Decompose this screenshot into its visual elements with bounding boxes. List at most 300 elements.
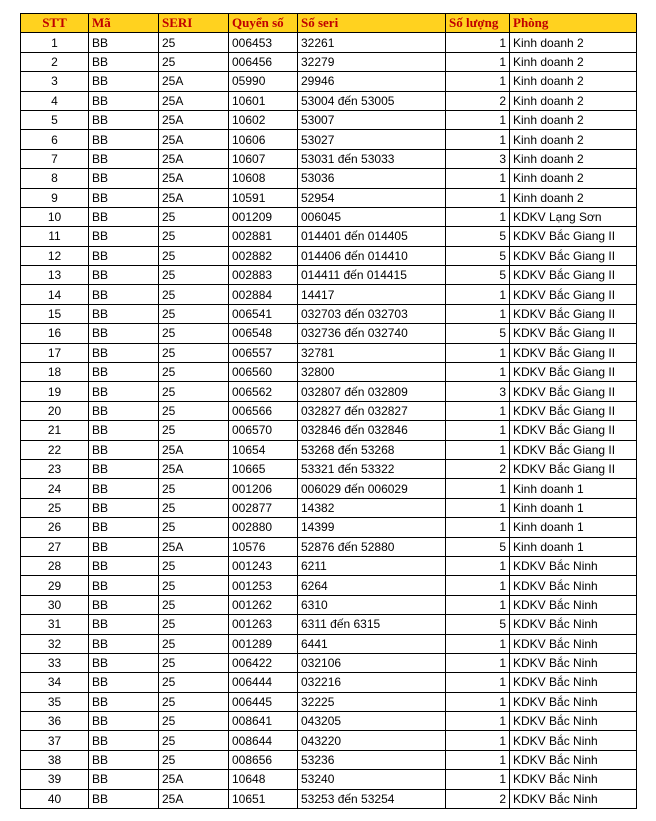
cell-stt[interactable]: 21 bbox=[21, 421, 89, 440]
cell-ma[interactable]: BB bbox=[89, 33, 159, 52]
cell-seri[interactable]: 25A bbox=[159, 169, 229, 188]
cell-seri[interactable]: 25 bbox=[159, 363, 229, 382]
cell-quyen-so[interactable]: 10665 bbox=[229, 459, 298, 478]
cell-so-seri[interactable]: 6310 bbox=[298, 595, 446, 614]
cell-so-luong[interactable]: 5 bbox=[446, 537, 510, 556]
cell-so-luong[interactable]: 1 bbox=[446, 169, 510, 188]
cell-ma[interactable]: BB bbox=[89, 324, 159, 343]
cell-phong[interactable]: KDKV Bắc Ninh bbox=[510, 731, 637, 750]
cell-phong[interactable]: KDKV Bắc Ninh bbox=[510, 615, 637, 634]
cell-phong[interactable]: KDKV Bắc Giang II bbox=[510, 363, 637, 382]
cell-so-seri[interactable]: 043205 bbox=[298, 712, 446, 731]
cell-stt[interactable]: 4 bbox=[21, 91, 89, 110]
cell-seri[interactable]: 25A bbox=[159, 188, 229, 207]
cell-so-seri[interactable]: 32261 bbox=[298, 33, 446, 52]
cell-quyen-so[interactable]: 008656 bbox=[229, 750, 298, 769]
cell-ma[interactable]: BB bbox=[89, 91, 159, 110]
cell-phong[interactable]: Kinh doanh 1 bbox=[510, 537, 637, 556]
cell-phong[interactable]: KDKV Bắc Giang II bbox=[510, 440, 637, 459]
table-row bbox=[21, 72, 637, 91]
cell-so-luong[interactable]: 1 bbox=[446, 750, 510, 769]
cell-so-seri[interactable]: 006029 đến 006029 bbox=[298, 479, 446, 498]
cell-quyen-so[interactable]: 006453 bbox=[229, 33, 298, 52]
cell-so-seri[interactable]: 032827 đến 032827 bbox=[298, 401, 446, 420]
cell-ma[interactable]: BB bbox=[89, 750, 159, 769]
cell-so-seri[interactable]: 006045 bbox=[298, 207, 446, 226]
cell-stt[interactable]: 8 bbox=[21, 169, 89, 188]
header-seri[interactable]: SERI bbox=[159, 14, 229, 33]
cell-stt[interactable]: 18 bbox=[21, 363, 89, 382]
cell-quyen-so[interactable]: 002884 bbox=[229, 285, 298, 304]
cell-seri[interactable]: 25A bbox=[159, 440, 229, 459]
cell-so-luong[interactable]: 1 bbox=[446, 33, 510, 52]
cell-stt[interactable]: 30 bbox=[21, 595, 89, 614]
cell-so-seri[interactable]: 043220 bbox=[298, 731, 446, 750]
cell-stt[interactable]: 5 bbox=[21, 110, 89, 129]
cell-so-luong[interactable]: 1 bbox=[446, 343, 510, 362]
cell-ma[interactable]: BB bbox=[89, 731, 159, 750]
cell-seri[interactable]: 25 bbox=[159, 421, 229, 440]
cell-quyen-so[interactable]: 10606 bbox=[229, 130, 298, 149]
cell-phong[interactable]: Kinh doanh 2 bbox=[510, 130, 637, 149]
cell-quyen-so[interactable]: 10576 bbox=[229, 537, 298, 556]
table-row bbox=[21, 770, 637, 789]
table-row bbox=[21, 149, 637, 168]
cell-so-luong[interactable]: 1 bbox=[446, 498, 510, 517]
cell-seri[interactable]: 25 bbox=[159, 227, 229, 246]
cell-so-luong[interactable]: 1 bbox=[446, 188, 510, 207]
cell-so-luong[interactable]: 1 bbox=[446, 634, 510, 653]
cell-ma[interactable]: BB bbox=[89, 207, 159, 226]
cell-so-seri[interactable]: 014406 đến 014410 bbox=[298, 246, 446, 265]
cell-seri[interactable]: 25 bbox=[159, 634, 229, 653]
cell-so-luong[interactable]: 1 bbox=[446, 479, 510, 498]
table-row bbox=[21, 246, 637, 265]
cell-phong[interactable]: Kinh doanh 1 bbox=[510, 479, 637, 498]
data-table bbox=[20, 13, 637, 809]
cell-stt[interactable]: 40 bbox=[21, 789, 89, 808]
cell-so-luong[interactable]: 1 bbox=[446, 673, 510, 692]
cell-quyen-so[interactable]: 001262 bbox=[229, 595, 298, 614]
cell-ma[interactable]: BB bbox=[89, 634, 159, 653]
cell-stt[interactable]: 33 bbox=[21, 653, 89, 672]
cell-ma[interactable]: BB bbox=[89, 692, 159, 711]
cell-stt[interactable]: 38 bbox=[21, 750, 89, 769]
cell-so-luong[interactable]: 1 bbox=[446, 576, 510, 595]
cell-so-seri[interactable]: 53236 bbox=[298, 750, 446, 769]
cell-so-luong[interactable]: 1 bbox=[446, 421, 510, 440]
cell-so-seri[interactable]: 52876 đến 52880 bbox=[298, 537, 446, 556]
cell-stt[interactable]: 32 bbox=[21, 634, 89, 653]
cell-seri[interactable]: 25 bbox=[159, 246, 229, 265]
cell-so-luong[interactable]: 1 bbox=[446, 653, 510, 672]
cell-quyen-so[interactable]: 10602 bbox=[229, 110, 298, 129]
cell-so-seri[interactable]: 53004 đến 53005 bbox=[298, 91, 446, 110]
cell-quyen-so[interactable]: 10608 bbox=[229, 169, 298, 188]
cell-phong[interactable]: Kinh doanh 2 bbox=[510, 110, 637, 129]
cell-phong[interactable]: Kinh doanh 2 bbox=[510, 72, 637, 91]
cell-ma[interactable]: BB bbox=[89, 440, 159, 459]
cell-so-luong[interactable]: 1 bbox=[446, 110, 510, 129]
cell-seri[interactable]: 25 bbox=[159, 653, 229, 672]
cell-so-seri[interactable]: 53321 đến 53322 bbox=[298, 459, 446, 478]
cell-quyen-so[interactable]: 10601 bbox=[229, 91, 298, 110]
cell-seri[interactable]: 25 bbox=[159, 382, 229, 401]
cell-ma[interactable]: BB bbox=[89, 130, 159, 149]
cell-seri[interactable]: 25A bbox=[159, 149, 229, 168]
cell-phong[interactable]: KDKV Bắc Giang II bbox=[510, 382, 637, 401]
cell-ma[interactable]: BB bbox=[89, 595, 159, 614]
cell-so-luong[interactable]: 5 bbox=[446, 324, 510, 343]
cell-ma[interactable]: BB bbox=[89, 363, 159, 382]
cell-phong[interactable]: Kinh doanh 2 bbox=[510, 52, 637, 71]
cell-so-seri[interactable]: 32800 bbox=[298, 363, 446, 382]
cell-ma[interactable]: BB bbox=[89, 227, 159, 246]
cell-seri[interactable]: 25 bbox=[159, 304, 229, 323]
cell-stt[interactable]: 7 bbox=[21, 149, 89, 168]
cell-seri[interactable]: 25 bbox=[159, 401, 229, 420]
cell-so-luong[interactable]: 1 bbox=[446, 401, 510, 420]
cell-phong[interactable]: KDKV Bắc Ninh bbox=[510, 789, 637, 808]
cell-ma[interactable]: BB bbox=[89, 518, 159, 537]
cell-so-luong[interactable]: 1 bbox=[446, 731, 510, 750]
cell-so-seri[interactable]: 6311 đến 6315 bbox=[298, 615, 446, 634]
cell-phong[interactable]: Kinh doanh 2 bbox=[510, 91, 637, 110]
cell-phong[interactable]: Kinh doanh 2 bbox=[510, 169, 637, 188]
cell-seri[interactable]: 25A bbox=[159, 789, 229, 808]
cell-so-seri[interactable]: 52954 bbox=[298, 188, 446, 207]
cell-ma[interactable]: BB bbox=[89, 188, 159, 207]
cell-so-luong[interactable]: 1 bbox=[446, 363, 510, 382]
cell-phong[interactable]: KDKV Bắc Ninh bbox=[510, 653, 637, 672]
cell-quyen-so[interactable]: 001289 bbox=[229, 634, 298, 653]
cell-seri[interactable]: 25 bbox=[159, 266, 229, 285]
cell-quyen-so[interactable]: 10654 bbox=[229, 440, 298, 459]
cell-seri[interactable]: 25 bbox=[159, 33, 229, 52]
cell-so-seri[interactable]: 53253 đến 53254 bbox=[298, 789, 446, 808]
cell-so-seri[interactable]: 53007 bbox=[298, 110, 446, 129]
table-row bbox=[21, 363, 637, 382]
cell-so-seri[interactable]: 29946 bbox=[298, 72, 446, 91]
cell-so-luong[interactable]: 5 bbox=[446, 227, 510, 246]
cell-so-seri[interactable]: 032703 đến 032703 bbox=[298, 304, 446, 323]
cell-so-seri[interactable]: 14382 bbox=[298, 498, 446, 517]
cell-phong[interactable]: KDKV Bắc Giang II bbox=[510, 227, 637, 246]
header-so-luong[interactable]: Số lượng bbox=[446, 14, 510, 33]
cell-quyen-so[interactable]: 05990 bbox=[229, 72, 298, 91]
cell-stt[interactable]: 2 bbox=[21, 52, 89, 71]
cell-phong[interactable]: KDKV Bắc Ninh bbox=[510, 634, 637, 653]
cell-stt[interactable]: 37 bbox=[21, 731, 89, 750]
cell-quyen-so[interactable]: 006570 bbox=[229, 421, 298, 440]
cell-phong[interactable]: Kinh doanh 2 bbox=[510, 33, 637, 52]
cell-phong[interactable]: KDKV Bắc Ninh bbox=[510, 770, 637, 789]
cell-ma[interactable]: BB bbox=[89, 789, 159, 808]
cell-seri[interactable]: 25A bbox=[159, 72, 229, 91]
cell-quyen-so[interactable]: 008641 bbox=[229, 712, 298, 731]
cell-ma[interactable]: BB bbox=[89, 673, 159, 692]
cell-phong[interactable]: KDKV Bắc Giang II bbox=[510, 343, 637, 362]
table-row bbox=[21, 110, 637, 129]
cell-quyen-so[interactable]: 10651 bbox=[229, 789, 298, 808]
cell-ma[interactable]: BB bbox=[89, 479, 159, 498]
cell-so-luong[interactable]: 1 bbox=[446, 304, 510, 323]
cell-ma[interactable]: BB bbox=[89, 556, 159, 575]
cell-ma[interactable]: BB bbox=[89, 72, 159, 91]
cell-so-seri[interactable]: 014401 đến 014405 bbox=[298, 227, 446, 246]
cell-so-seri[interactable]: 53240 bbox=[298, 770, 446, 789]
cell-so-luong[interactable]: 2 bbox=[446, 459, 510, 478]
cell-so-luong[interactable]: 1 bbox=[446, 770, 510, 789]
cell-quyen-so[interactable]: 10591 bbox=[229, 188, 298, 207]
cell-so-luong[interactable]: 1 bbox=[446, 72, 510, 91]
cell-so-luong[interactable]: 5 bbox=[446, 246, 510, 265]
cell-quyen-so[interactable]: 10648 bbox=[229, 770, 298, 789]
cell-so-seri[interactable]: 032736 đến 032740 bbox=[298, 324, 446, 343]
cell-so-luong[interactable]: 1 bbox=[446, 440, 510, 459]
cell-so-seri[interactable]: 53031 đến 53033 bbox=[298, 149, 446, 168]
cell-so-luong[interactable]: 2 bbox=[446, 789, 510, 808]
cell-stt[interactable]: 35 bbox=[21, 692, 89, 711]
cell-phong[interactable]: KDKV Bắc Giang II bbox=[510, 304, 637, 323]
cell-stt[interactable]: 15 bbox=[21, 304, 89, 323]
cell-ma[interactable]: BB bbox=[89, 52, 159, 71]
cell-seri[interactable]: 25 bbox=[159, 556, 229, 575]
cell-so-luong[interactable]: 1 bbox=[446, 130, 510, 149]
cell-so-luong[interactable]: 1 bbox=[446, 595, 510, 614]
cell-ma[interactable]: BB bbox=[89, 169, 159, 188]
cell-seri[interactable]: 25 bbox=[159, 576, 229, 595]
cell-stt[interactable]: 6 bbox=[21, 130, 89, 149]
cell-ma[interactable]: BB bbox=[89, 576, 159, 595]
cell-stt[interactable]: 13 bbox=[21, 266, 89, 285]
cell-stt[interactable]: 20 bbox=[21, 401, 89, 420]
cell-stt[interactable]: 22 bbox=[21, 440, 89, 459]
cell-seri[interactable]: 25 bbox=[159, 343, 229, 362]
cell-phong[interactable]: KDKV Bắc Ninh bbox=[510, 673, 637, 692]
cell-phong[interactable]: KDKV Bắc Ninh bbox=[510, 692, 637, 711]
cell-so-seri[interactable]: 32279 bbox=[298, 52, 446, 71]
cell-ma[interactable]: BB bbox=[89, 149, 159, 168]
cell-seri[interactable]: 25 bbox=[159, 207, 229, 226]
cell-quyen-so[interactable]: 006560 bbox=[229, 363, 298, 382]
cell-phong[interactable]: Kinh doanh 1 bbox=[510, 518, 637, 537]
header-quyen-so[interactable]: Quyển số bbox=[229, 14, 298, 33]
cell-stt[interactable]: 9 bbox=[21, 188, 89, 207]
cell-stt[interactable]: 39 bbox=[21, 770, 89, 789]
cell-quyen-so[interactable]: 10607 bbox=[229, 149, 298, 168]
table-row bbox=[21, 401, 637, 420]
table-row bbox=[21, 479, 637, 498]
header-stt[interactable]: STT bbox=[21, 14, 89, 33]
cell-so-seri[interactable]: 14399 bbox=[298, 518, 446, 537]
cell-stt[interactable]: 29 bbox=[21, 576, 89, 595]
cell-stt[interactable]: 27 bbox=[21, 537, 89, 556]
cell-phong[interactable]: KDKV Bắc Ninh bbox=[510, 712, 637, 731]
cell-quyen-so[interactable]: 002881 bbox=[229, 227, 298, 246]
cell-seri[interactable]: 25 bbox=[159, 518, 229, 537]
cell-so-luong[interactable]: 1 bbox=[446, 692, 510, 711]
cell-phong[interactable]: KDKV Bắc Giang II bbox=[510, 285, 637, 304]
cell-ma[interactable]: BB bbox=[89, 266, 159, 285]
cell-quyen-so[interactable]: 001263 bbox=[229, 615, 298, 634]
cell-quyen-so[interactable]: 006422 bbox=[229, 653, 298, 672]
cell-seri[interactable]: 25A bbox=[159, 537, 229, 556]
cell-phong[interactable]: Kinh doanh 2 bbox=[510, 149, 637, 168]
cell-stt[interactable]: 16 bbox=[21, 324, 89, 343]
header-so-seri[interactable]: Số seri bbox=[298, 14, 446, 33]
cell-seri[interactable]: 25 bbox=[159, 479, 229, 498]
cell-ma[interactable]: BB bbox=[89, 110, 159, 129]
cell-quyen-so[interactable]: 006562 bbox=[229, 382, 298, 401]
cell-so-luong[interactable]: 1 bbox=[446, 285, 510, 304]
cell-so-seri[interactable]: 032846 đến 032846 bbox=[298, 421, 446, 440]
header-row bbox=[21, 14, 637, 33]
header-phong[interactable]: Phòng bbox=[510, 14, 637, 33]
cell-stt[interactable]: 28 bbox=[21, 556, 89, 575]
cell-quyen-so[interactable]: 002882 bbox=[229, 246, 298, 265]
cell-ma[interactable]: BB bbox=[89, 401, 159, 420]
cell-phong[interactable]: KDKV Bắc Giang II bbox=[510, 401, 637, 420]
cell-stt[interactable]: 31 bbox=[21, 615, 89, 634]
cell-quyen-so[interactable]: 002883 bbox=[229, 266, 298, 285]
cell-stt[interactable]: 26 bbox=[21, 518, 89, 537]
cell-so-luong[interactable]: 1 bbox=[446, 556, 510, 575]
cell-seri[interactable]: 25 bbox=[159, 692, 229, 711]
cell-seri[interactable]: 25 bbox=[159, 324, 229, 343]
cell-stt[interactable]: 36 bbox=[21, 712, 89, 731]
cell-seri[interactable]: 25A bbox=[159, 91, 229, 110]
cell-quyen-so[interactable]: 001253 bbox=[229, 576, 298, 595]
cell-seri[interactable]: 25A bbox=[159, 130, 229, 149]
cell-seri[interactable]: 25A bbox=[159, 459, 229, 478]
cell-phong[interactable]: KDKV Bắc Ninh bbox=[510, 750, 637, 769]
cell-stt[interactable]: 25 bbox=[21, 498, 89, 517]
cell-stt[interactable]: 10 bbox=[21, 207, 89, 226]
cell-so-seri[interactable]: 032216 bbox=[298, 673, 446, 692]
cell-stt[interactable]: 34 bbox=[21, 673, 89, 692]
cell-seri[interactable]: 25 bbox=[159, 595, 229, 614]
cell-so-seri[interactable]: 032807 đến 032809 bbox=[298, 382, 446, 401]
cell-so-seri[interactable]: 53268 đến 53268 bbox=[298, 440, 446, 459]
cell-stt[interactable]: 17 bbox=[21, 343, 89, 362]
cell-phong[interactable]: Kinh doanh 1 bbox=[510, 498, 637, 517]
cell-quyen-so[interactable]: 006541 bbox=[229, 304, 298, 323]
cell-phong[interactable]: KDKV Bắc Giang II bbox=[510, 266, 637, 285]
cell-seri[interactable]: 25A bbox=[159, 110, 229, 129]
cell-so-seri[interactable]: 32781 bbox=[298, 343, 446, 362]
cell-seri[interactable]: 25 bbox=[159, 712, 229, 731]
cell-quyen-so[interactable]: 006566 bbox=[229, 401, 298, 420]
cell-so-luong[interactable]: 1 bbox=[446, 207, 510, 226]
cell-quyen-so[interactable]: 002877 bbox=[229, 498, 298, 517]
cell-ma[interactable]: BB bbox=[89, 615, 159, 634]
cell-so-luong[interactable]: 1 bbox=[446, 518, 510, 537]
cell-so-seri[interactable]: 6264 bbox=[298, 576, 446, 595]
cell-quyen-so[interactable]: 006456 bbox=[229, 52, 298, 71]
cell-so-luong[interactable]: 5 bbox=[446, 266, 510, 285]
cell-seri[interactable]: 25 bbox=[159, 498, 229, 517]
cell-ma[interactable]: BB bbox=[89, 712, 159, 731]
cell-ma[interactable]: BB bbox=[89, 498, 159, 517]
cell-stt[interactable]: 3 bbox=[21, 72, 89, 91]
cell-so-seri[interactable]: 32225 bbox=[298, 692, 446, 711]
cell-ma[interactable]: BB bbox=[89, 343, 159, 362]
cell-ma[interactable]: BB bbox=[89, 246, 159, 265]
cell-quyen-so[interactable]: 001209 bbox=[229, 207, 298, 226]
cell-phong[interactable]: Kinh doanh 2 bbox=[510, 188, 637, 207]
cell-so-luong[interactable]: 2 bbox=[446, 91, 510, 110]
cell-seri[interactable]: 25 bbox=[159, 673, 229, 692]
table-row bbox=[21, 421, 637, 440]
cell-seri[interactable]: 25 bbox=[159, 285, 229, 304]
cell-quyen-so[interactable]: 002880 bbox=[229, 518, 298, 537]
cell-ma[interactable]: BB bbox=[89, 421, 159, 440]
cell-seri[interactable]: 25 bbox=[159, 750, 229, 769]
cell-phong[interactable]: KDKV Bắc Ninh bbox=[510, 556, 637, 575]
cell-so-seri[interactable]: 032106 bbox=[298, 653, 446, 672]
cell-seri[interactable]: 25 bbox=[159, 52, 229, 71]
table-row bbox=[21, 459, 637, 478]
cell-quyen-so[interactable]: 006557 bbox=[229, 343, 298, 362]
cell-phong[interactable]: KDKV Lạng Sơn bbox=[510, 207, 637, 226]
header-ma[interactable]: Mã bbox=[89, 14, 159, 33]
cell-so-luong[interactable]: 5 bbox=[446, 615, 510, 634]
table-row bbox=[21, 731, 637, 750]
cell-ma[interactable]: BB bbox=[89, 382, 159, 401]
cell-quyen-so[interactable]: 001243 bbox=[229, 556, 298, 575]
cell-stt[interactable]: 12 bbox=[21, 246, 89, 265]
cell-ma[interactable]: BB bbox=[89, 653, 159, 672]
cell-ma[interactable]: BB bbox=[89, 285, 159, 304]
cell-stt[interactable]: 14 bbox=[21, 285, 89, 304]
cell-phong[interactable]: KDKV Bắc Giang II bbox=[510, 459, 637, 478]
cell-quyen-so[interactable]: 001206 bbox=[229, 479, 298, 498]
cell-quyen-so[interactable]: 006445 bbox=[229, 692, 298, 711]
cell-ma[interactable]: BB bbox=[89, 459, 159, 478]
cell-quyen-so[interactable]: 008644 bbox=[229, 731, 298, 750]
cell-phong[interactable]: KDKV Bắc Ninh bbox=[510, 595, 637, 614]
cell-so-seri[interactable]: 53036 bbox=[298, 169, 446, 188]
cell-ma[interactable]: BB bbox=[89, 304, 159, 323]
cell-ma[interactable]: BB bbox=[89, 770, 159, 789]
cell-phong[interactable]: KDKV Bắc Ninh bbox=[510, 576, 637, 595]
cell-so-seri[interactable]: 14417 bbox=[298, 285, 446, 304]
cell-so-seri[interactable]: 014411 đến 014415 bbox=[298, 266, 446, 285]
cell-so-seri[interactable]: 6211 bbox=[298, 556, 446, 575]
cell-so-luong[interactable]: 1 bbox=[446, 52, 510, 71]
cell-phong[interactable]: KDKV Bắc Giang II bbox=[510, 246, 637, 265]
cell-stt[interactable]: 19 bbox=[21, 382, 89, 401]
cell-so-seri[interactable]: 6441 bbox=[298, 634, 446, 653]
cell-seri[interactable]: 25A bbox=[159, 770, 229, 789]
cell-so-seri[interactable]: 53027 bbox=[298, 130, 446, 149]
cell-phong[interactable]: KDKV Bắc Giang II bbox=[510, 421, 637, 440]
cell-stt[interactable]: 1 bbox=[21, 33, 89, 52]
cell-seri[interactable]: 25 bbox=[159, 615, 229, 634]
cell-so-luong[interactable]: 3 bbox=[446, 149, 510, 168]
cell-stt[interactable]: 24 bbox=[21, 479, 89, 498]
cell-phong[interactable]: KDKV Bắc Giang II bbox=[510, 324, 637, 343]
cell-so-luong[interactable]: 3 bbox=[446, 382, 510, 401]
cell-stt[interactable]: 11 bbox=[21, 227, 89, 246]
cell-seri[interactable]: 25 bbox=[159, 731, 229, 750]
cell-stt[interactable]: 23 bbox=[21, 459, 89, 478]
cell-so-luong[interactable]: 1 bbox=[446, 712, 510, 731]
cell-quyen-so[interactable]: 006444 bbox=[229, 673, 298, 692]
cell-ma[interactable]: BB bbox=[89, 537, 159, 556]
cell-quyen-so[interactable]: 006548 bbox=[229, 324, 298, 343]
